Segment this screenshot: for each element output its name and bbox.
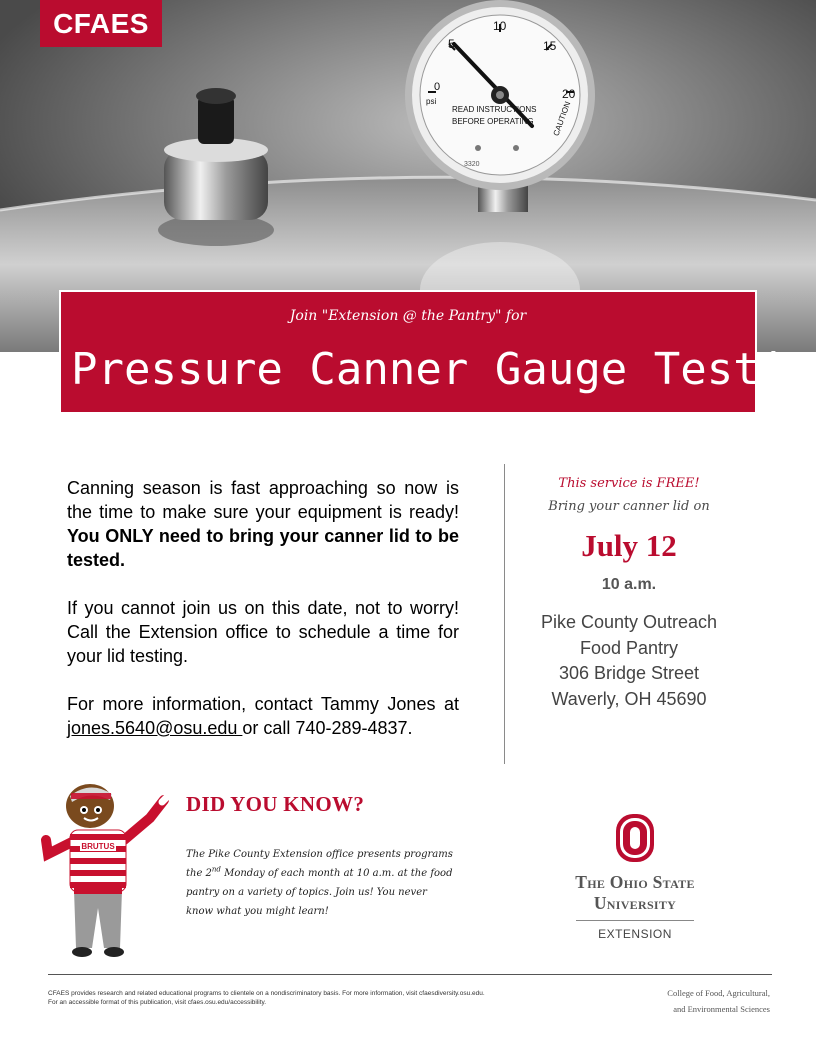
event-details [516,474,742,712]
location-street: 306 Bridge Street [558,663,700,683]
osu-line-2: University [593,893,677,913]
location-city: Waverly, OH 45690 [551,688,707,709]
osu-extension-label: EXTENSION [598,927,672,941]
email-link[interactable]: jones.5640@osu.edu [67,718,243,738]
gauge-label-20: 20 [562,87,576,101]
gauge-serial: 3320 [464,161,480,168]
did-you-know-heading: DID YOU KNOW? [186,792,365,816]
osu-wordmark [556,872,714,914]
body-text [67,476,459,764]
college-line-2: and Environmental Sciences [673,1004,770,1014]
footer-divider [48,974,772,975]
contact-suffix: or call 740-289-4837. [242,718,413,738]
event-location [516,610,742,712]
brutus-mascot-image [38,778,178,978]
free-note: This service is FREE! [558,476,700,491]
intro-bold-text: You ONLY need to bring your canner lid to be tested. [67,526,459,570]
gauge-unit: psi [426,97,437,106]
osu-line-1: The Ohio State [575,872,695,892]
gauge-label-0: 0 [434,81,441,93]
dyk-text-part-1: The Pike County Extension office presents programs the 2 [186,849,453,879]
event-time: 10 a.m. [601,576,657,593]
bring-note: Bring your canner lid on [548,499,710,514]
cfaes-logo: CFAES [40,0,162,47]
banner-subtitle: Join "Extension @ the Pantry" for [289,308,527,324]
gauge-label-15: 15 [543,39,557,53]
location-name-2: Food Pantry [579,637,679,658]
footer-college-name [600,985,770,1017]
location-name-1: Pike County Outreach [540,612,718,632]
did-you-know-text [186,845,456,921]
event-date: July 12 [581,528,677,563]
contact-prefix: For more information, contact Tammy Jones at [67,694,459,714]
gauge-instruction-1: READ INSTRUCTIONS [452,105,537,114]
gauge-label-5: 5 [448,37,455,51]
osu-divider [576,920,694,921]
footer-disclaimer: CFAES provides research and related educational programs to clientele on a nondiscriminatory basis. For more information, visit cfaesdiversity.osu.edu. For an accessible format of this publication, visit cfaes.osu.edu/accessibility. [48,990,485,1006]
column-divider [504,464,505,764]
title-banner [59,290,839,414]
gauge-instruction-2: BEFORE OPERATING [452,117,534,126]
osu-extension-logo [556,814,714,941]
block-o-icon [616,814,654,862]
schedule-paragraph: If you cannot join us on this date, not to worry! Call the Extension office to schedule a time for your lid testing. [67,598,459,666]
college-line-1: College of Food, Agricultural, [667,988,770,998]
banner-title: Pressure Canner Gauge Testing [71,344,839,395]
intro-text: Canning season is fast approaching so now is the time to make sure your equipment is ready! [67,478,459,522]
mascot-shirt-label: BRUTUS [81,842,115,851]
dyk-text-part-2: Monday of each month at 10 a.m. at the food pantry on a variety of topics. Join us! You never know what you might learn! [186,868,453,917]
contact-paragraph [67,692,459,740]
gauge-caution: CAUTION [551,100,573,138]
dyk-ordinal-suffix: nd [211,865,221,874]
intro-paragraph [67,476,459,572]
gauge-label-10: 10 [493,19,507,33]
